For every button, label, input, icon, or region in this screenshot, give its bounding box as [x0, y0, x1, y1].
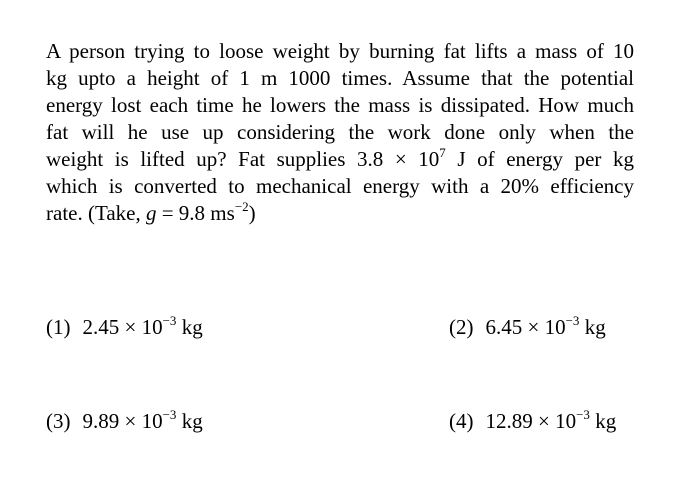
option-1-unit: kg: [176, 315, 203, 339]
question-line-7-mid: = 9.8 ms: [156, 201, 235, 225]
question-line-6: which is converted to mechanical energy with a 20% efficiency: [46, 174, 634, 198]
question-line-7-post: ): [248, 201, 256, 225]
option-3-unit: kg: [176, 409, 203, 433]
option-4-exponent: −3: [576, 407, 590, 422]
question-line-5: [46, 146, 634, 173]
option-2-number: (2): [449, 315, 474, 339]
question-line-7: [46, 200, 634, 227]
option-2-mantissa: 6.45 × 10: [485, 315, 566, 339]
question-line-7-variable: g: [145, 201, 157, 225]
question-line-7-pre: rate. (Take,: [46, 201, 146, 225]
option-3[interactable]: [46, 408, 203, 435]
option-1-number: (1): [46, 315, 71, 339]
option-2-unit: kg: [579, 315, 606, 339]
question-line-5-post: J of energy per kg: [445, 147, 634, 171]
question-line-4: fat will he use up considering the work done only when the: [46, 120, 634, 144]
question-line-3: energy lost each time he lowers the mass is dissipated. How much: [46, 93, 634, 117]
question-line-5-exponent: 7: [439, 145, 446, 160]
option-4-number: (4): [449, 409, 474, 433]
option-2[interactable]: [449, 314, 606, 341]
question-line-7-exponent: −2: [234, 199, 249, 214]
option-3-mantissa: 9.89 × 10: [82, 409, 163, 433]
question-text: [46, 38, 634, 227]
option-1-exponent: −3: [162, 313, 177, 328]
option-1[interactable]: [46, 314, 203, 341]
option-4[interactable]: [449, 408, 616, 435]
option-4-mantissa: 12.89 × 10: [485, 409, 577, 433]
option-2-exponent: −3: [565, 313, 580, 328]
option-3-number: (3): [46, 409, 71, 433]
option-1-mantissa: 2.45 × 10: [82, 315, 163, 339]
option-3-exponent: −3: [162, 407, 177, 422]
question-line-5-pre: weight is lifted up? Fat supplies 3.8 × 10: [46, 147, 440, 171]
question-line-2: kg upto a height of 1 m 1000 times. Assume that the potential: [46, 66, 634, 90]
question-line-1: A person trying to loose weight by burning fat lifts a mass of 10: [46, 39, 634, 63]
option-4-unit: kg: [589, 409, 617, 433]
